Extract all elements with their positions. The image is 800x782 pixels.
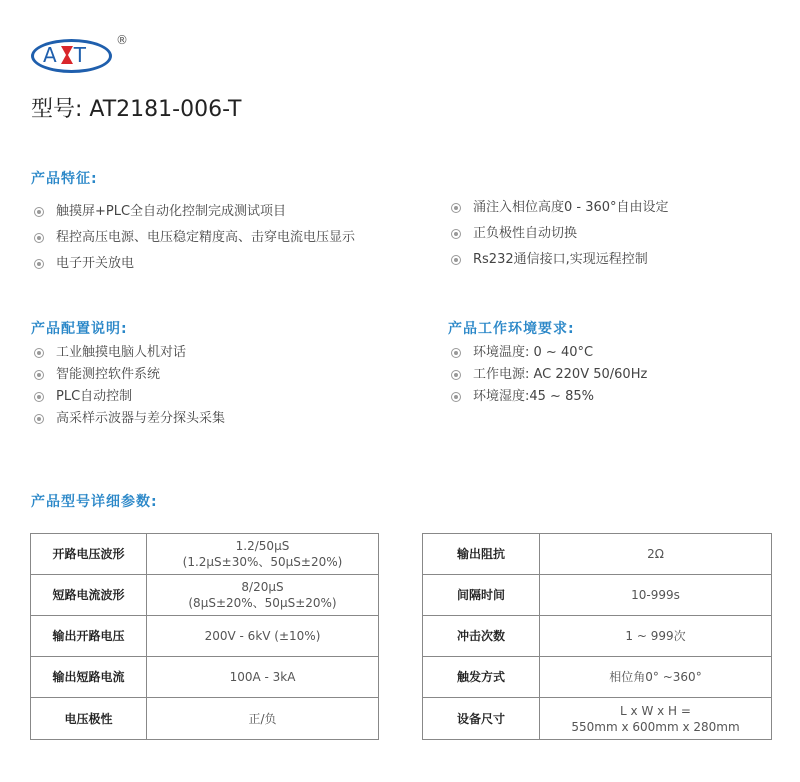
params-table-right (422, 533, 772, 740)
bullet-icon (34, 348, 44, 358)
params-title: 产品型号详细参数: (31, 494, 158, 510)
param-value: 1 ~ 999次 (540, 616, 772, 657)
bullet-icon (34, 207, 44, 217)
table-row (31, 575, 379, 616)
list-item: 环境温度: 0 ~ 40°C (448, 342, 647, 364)
list-item: 正负极性自动切换 (448, 221, 669, 247)
config-list (31, 342, 225, 430)
features-left-list (31, 199, 355, 277)
table-row (423, 534, 772, 575)
param-key: 输出阻抗 (423, 534, 540, 575)
param-value: 相位角0° ~360° (540, 657, 772, 698)
list-item: 高采样示波器与差分探头采集 (31, 408, 225, 430)
bullet-icon (34, 414, 44, 424)
param-key: 开路电压波形 (31, 534, 147, 575)
list-item: 工业触摸电脑人机对话 (31, 342, 225, 364)
model-title: 型号: AT2181-006-T (31, 97, 242, 122)
logo-letter-t: T (73, 43, 89, 67)
param-value: 10-999s (540, 575, 772, 616)
param-key: 短路电流波形 (31, 575, 147, 616)
param-value: L x W x H = 550mm x 600mm x 280mm (540, 698, 772, 740)
param-value: 2Ω (540, 534, 772, 575)
bullet-icon (34, 392, 44, 402)
bullet-icon (451, 229, 461, 239)
table-row (423, 698, 772, 740)
features-right-list (448, 195, 669, 273)
table-row (423, 657, 772, 698)
list-item: 智能测控软件系统 (31, 364, 225, 386)
features-title: 产品特征: (31, 171, 98, 187)
param-key: 输出短路电流 (31, 657, 147, 698)
bullet-icon (34, 370, 44, 380)
param-value: 100A - 3kA (147, 657, 379, 698)
param-value: 8/20μS (8μS±20%、50μS±20%) (147, 575, 379, 616)
param-key: 冲击次数 (423, 616, 540, 657)
param-value: 1.2/50μS (1.2μS±30%、50μS±20%) (147, 534, 379, 575)
logo-bowtie-icon (61, 46, 73, 64)
registered-mark: ® (116, 33, 128, 47)
list-item: Rs232通信接口,实现远程控制 (448, 247, 669, 273)
bullet-icon (34, 259, 44, 269)
list-item: 电子开关放电 (31, 251, 355, 277)
param-key: 输出开路电压 (31, 616, 147, 657)
bullet-icon (451, 348, 461, 358)
list-item: PLC自动控制 (31, 386, 225, 408)
param-key: 触发方式 (423, 657, 540, 698)
list-item: 程控高压电源、电压稳定精度高、击穿电流电压显示 (31, 225, 355, 251)
params-table-left (30, 533, 379, 740)
param-value: 正/负 (147, 698, 379, 740)
bullet-icon (34, 233, 44, 243)
list-item: 环境湿度:45 ~ 85% (448, 386, 647, 408)
logo-letter-a: A (43, 43, 60, 67)
bullet-icon (451, 370, 461, 380)
environment-list (448, 342, 647, 408)
bullet-icon (451, 392, 461, 402)
brand-logo (31, 35, 131, 77)
table-row (423, 575, 772, 616)
config-title: 产品配置说明: (31, 321, 128, 337)
table-row (423, 616, 772, 657)
table-row (31, 698, 379, 740)
table-row (31, 657, 379, 698)
bullet-icon (451, 255, 461, 265)
list-item: 涌注入相位高度0 - 360°自由设定 (448, 195, 669, 221)
param-key: 间隔时间 (423, 575, 540, 616)
environment-title: 产品工作环境要求: (448, 321, 575, 337)
table-row (31, 616, 379, 657)
table-row (31, 534, 379, 575)
param-key: 设备尺寸 (423, 698, 540, 740)
list-item: 触摸屏+PLC全自动化控制完成测试项目 (31, 199, 355, 225)
bullet-icon (451, 203, 461, 213)
param-value: 200V - 6kV (±10%) (147, 616, 379, 657)
list-item: 工作电源: AC 220V 50/60Hz (448, 364, 647, 386)
param-key: 电压极性 (31, 698, 147, 740)
